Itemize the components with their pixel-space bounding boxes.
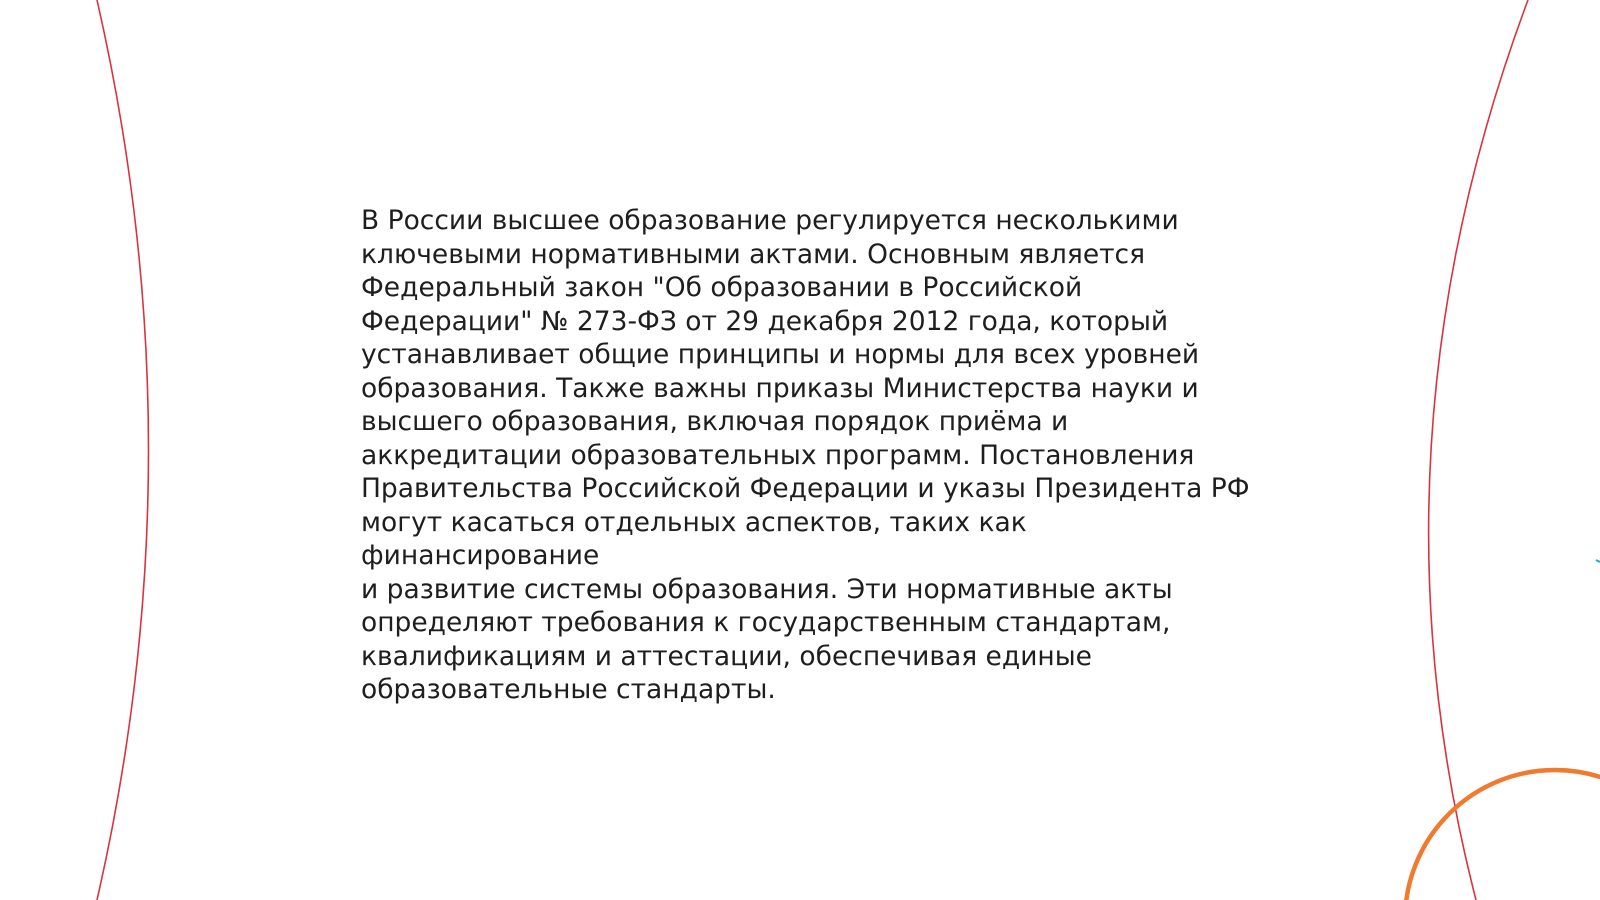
left-arc-line — [97, 0, 149, 900]
orange-ring — [1405, 770, 1600, 900]
body-paragraph: В России высшее образование регулируется несколькими ключевыми нормативными актами. Основным является Федеральный закон "Об образовании в Российской Федерации" № 273-ФЗ от 29 декабря 2012 года, который устанавливает общие принципы и нормы для всех уровней образования. Также важны приказы Министерства науки и высшего образования, включая порядок приёма и аккредитации образовательных программ. Постановления Правительства Российской Федерации и указы Президента РФ могут касаться отдельных аспектов, таких как финансирование и развитие системы образования. Эти нормативные акты определяют требования к государственным стандартам, квалификациям и аттестации, обеспечивая единые образовательные стандарты. — [361, 205, 1250, 705]
teal-accent-mark — [1596, 560, 1600, 562]
right-arc-line — [1429, 0, 1528, 900]
